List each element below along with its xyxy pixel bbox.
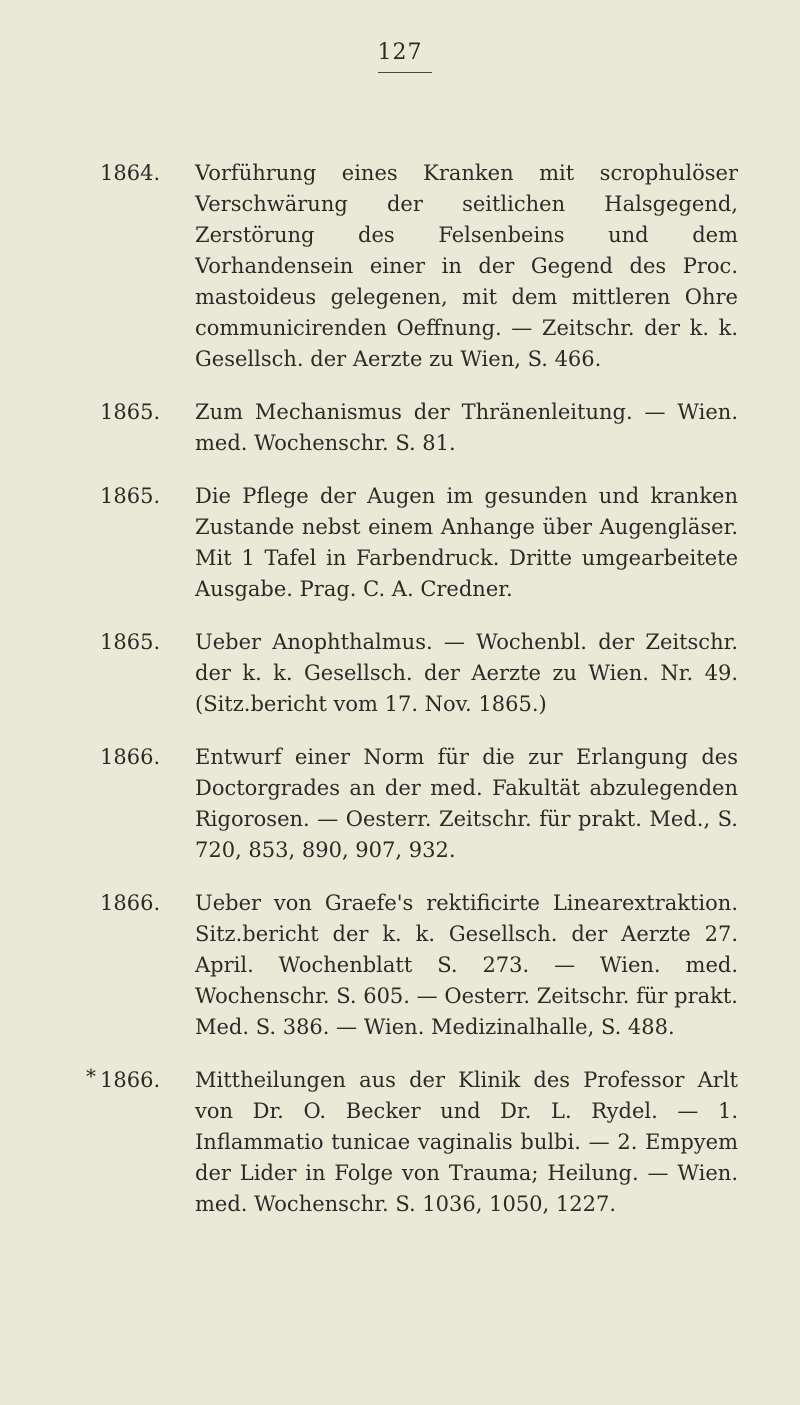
entry-year: 1865. bbox=[100, 484, 161, 508]
bibliography-list bbox=[0, 158, 800, 1242]
bibliography-entry bbox=[0, 1065, 800, 1220]
bibliography-entry bbox=[0, 397, 800, 459]
entry-text: Ueber von Graefe's rektificirte Linearextraktion. Sitz.bericht der k. k. Gesellsch. der Aerzte 27. April. Wochenblatt S. 273. — Wien. med. Wochenschr. S. 605. — Oesterr. Zeitschr. für prakt. Med. S. 386. — Wien. Medizinalhalle, S. 488. bbox=[195, 891, 738, 1039]
entry-year: 1866. bbox=[100, 1068, 161, 1092]
bibliography-entry bbox=[0, 888, 800, 1043]
entry-text: Vorführung eines Kranken mit scrophulöser Verschwärung der seitlichen Halsgegend, Zerstörung des Felsenbeins und dem Vorhandensein einer in der Gegend des Proc. mastoideus gelegenen, mit dem mittleren Ohre communicirenden Oeffnung. — Zeitschr. der k. k. Gesellsch. der Aerzte zu Wien, S. 466. bbox=[195, 161, 738, 371]
entry-year: 1866. bbox=[100, 745, 161, 769]
entry-year: 1865. bbox=[100, 400, 161, 424]
entry-text: Entwurf einer Norm für die zur Erlangung des Doctorgrades an der med. Fakultät abzulegenden Rigorosen. — Oesterr. Zeitschr. für prakt. Med., S. 720, 853, 890, 907, 932. bbox=[195, 745, 738, 862]
entry-text: Ueber Anophthalmus. — Wochenbl. der Zeitschr. der k. k. Gesellsch. der Aerzte zu Wien. Nr. 49. (Sitz.bericht vom 17. Nov. 1865.) bbox=[195, 630, 738, 716]
entry-year: 1866. bbox=[100, 891, 161, 915]
page-number-rule bbox=[378, 72, 432, 73]
entry-year: 1865. bbox=[100, 630, 161, 654]
bibliography-entry bbox=[0, 481, 800, 605]
entry-text: Mittheilungen aus der Klinik des Professor Arlt von Dr. O. Becker und Dr. L. Rydel. — 1. Inflammatio tunicae vaginalis bulbi. — 2. Empyem der Lider in Folge von Trauma; Heilung. — Wien. med. Wochenschr. S. 1036, 1050, 1227. bbox=[195, 1068, 738, 1216]
entry-year: 1864. bbox=[100, 161, 161, 185]
bibliography-entry bbox=[0, 742, 800, 866]
bibliography-entry bbox=[0, 627, 800, 720]
bibliography-entry bbox=[0, 158, 800, 375]
page-number: 127 bbox=[377, 40, 423, 65]
entry-text: Zum Mechanismus der Thränenleitung. — Wien. med. Wochenschr. S. 81. bbox=[195, 400, 738, 455]
entry-marker: * bbox=[86, 1064, 96, 1088]
entry-text: Die Pflege der Augen im gesunden und kranken Zustande nebst einem Anhange über Augengläser. Mit 1 Tafel in Farbendruck. Dritte umgearbeitete Ausgabe. Prag. C. A. Credner. bbox=[195, 484, 738, 601]
